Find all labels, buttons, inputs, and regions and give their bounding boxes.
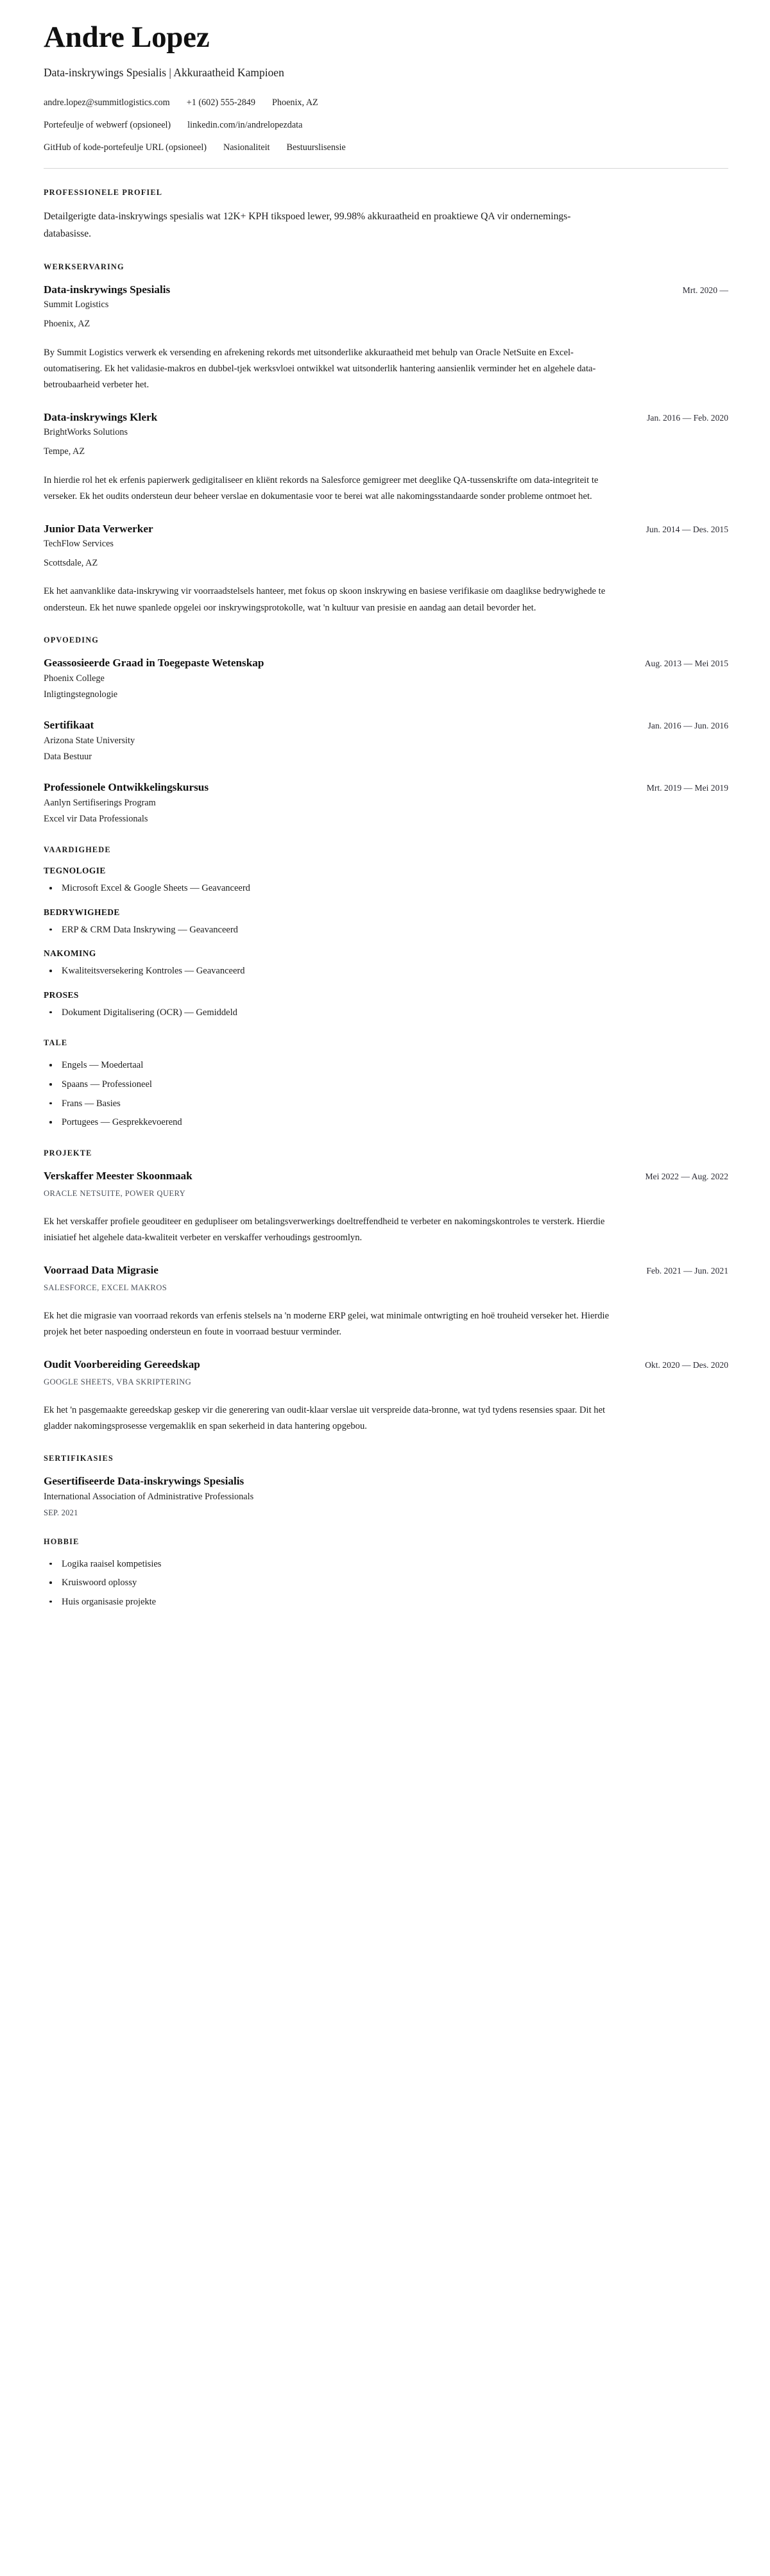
project-description: Ek het 'n pasgemaakte gereedskap geskep vir die generering van oudit-klaar verslae uit verspreide data-bronne, wat tyd tydens resensies spaar. Dit het gladder nakomingsprosesse vergemaklik en span sekerheid in data hantering opgebou. bbox=[44, 1404, 606, 1432]
header-divider bbox=[44, 168, 728, 169]
education-degree: Professionele Ontwikkelingskursus bbox=[44, 781, 209, 794]
contact-row-extra bbox=[44, 142, 728, 154]
skill-list bbox=[44, 1006, 728, 1020]
skill-item: Dokument Digitalisering (OCR) — Gemiddeld bbox=[44, 1006, 728, 1020]
experience-date-range: Jan. 2016 — Feb. 2020 bbox=[647, 412, 728, 423]
education-date-range: Mrt. 2019 — Mei 2019 bbox=[646, 783, 728, 793]
certification-title: Gesertifiseerde Data-inskrywings Spesialis bbox=[44, 1475, 244, 1488]
project-description: Ek het die migrasie van voorraad rekords van erfenis stelsels na 'n moderne ERP gelei, wat minimale ontwrigting en hoë trouheid verseker het. Hierdie projek het beter naspoeding ondersteun en foute in voorraad bestuur verminder. bbox=[44, 1310, 610, 1338]
section-title-education: OPVOEDING bbox=[44, 636, 99, 645]
education-field: Excel vir Data Professionals bbox=[44, 814, 148, 825]
skill-category-label: TEGNOLOGIE bbox=[44, 866, 106, 876]
experience-entry-head bbox=[44, 410, 728, 425]
section-title-hobbies: HOBBIE bbox=[44, 1536, 80, 1546]
education-entry bbox=[44, 656, 728, 702]
project-tech-stack: GOOGLE SHEETS, VBA SKRIPTERING bbox=[44, 1377, 192, 1386]
project-title: Oudit Voorbereiding Gereedskap bbox=[44, 1358, 200, 1370]
education-institution: Phoenix College bbox=[44, 673, 105, 684]
contact-linkedin[interactable]: linkedin.com/in/andrelopezdata bbox=[187, 119, 303, 130]
experience-company: TechFlow Services bbox=[44, 539, 114, 550]
education-entry bbox=[44, 780, 728, 826]
experience-date-range: Jun. 2014 — Des. 2015 bbox=[646, 524, 728, 534]
education-entry-head bbox=[44, 656, 728, 670]
skill-group bbox=[44, 907, 728, 937]
section-languages bbox=[44, 1038, 728, 1129]
language-item: Engels — Moedertaal bbox=[44, 1059, 728, 1072]
hobby-list bbox=[44, 1558, 728, 1609]
education-degree: Sertifikaat bbox=[44, 719, 94, 732]
project-entry bbox=[44, 1263, 728, 1341]
hobby-item: Huis organisasie projekte bbox=[44, 1595, 728, 1609]
section-title-skills: VAARDIGHEDE bbox=[44, 845, 111, 855]
skill-category-label: PROSES bbox=[44, 989, 79, 1000]
language-item: Portugees — Gesprekkevoerend bbox=[44, 1116, 728, 1129]
project-tech-stack: ORACLE NETSUITE, POWER QUERY bbox=[44, 1189, 186, 1199]
education-field: Inligtingstegnologie bbox=[44, 689, 118, 700]
contact-row-links bbox=[44, 119, 728, 131]
experience-job-title: Data-inskrywings Spesialis bbox=[44, 283, 171, 296]
skill-item: Microsoft Excel & Google Sheets — Geavanceerd bbox=[44, 882, 728, 895]
experience-date-range: Mrt. 2020 — bbox=[682, 285, 728, 295]
skill-list bbox=[44, 964, 728, 978]
contact-location: Phoenix, AZ bbox=[272, 97, 318, 108]
project-entry-head bbox=[44, 1263, 728, 1277]
section-title-certifications: SERTIFIKASIES bbox=[44, 1454, 114, 1463]
section-title-summary: PROFESSIONELE PROFIEL bbox=[44, 188, 163, 198]
skill-list bbox=[44, 923, 728, 937]
experience-description: By Summit Logistics verwerk ek versending en afrekening rekords met uitsonderlike akkuraatheid met behulp van Oracle NetSuite en Excel-outomatisering. Ek het validasie-makros en dubbel-tjek werksvloei ontwikkel wat uitsonderlik hantering aansienlik verminder het en algehele data-betroubaarheid verbeter het. bbox=[44, 347, 596, 391]
project-entry bbox=[44, 1169, 728, 1247]
certification-date: SEP. 2021 bbox=[44, 1508, 78, 1517]
experience-entry bbox=[44, 283, 728, 394]
skill-category-label: BEDRYWIGHEDE bbox=[44, 907, 120, 917]
contact-driving-license: Bestuurslisensie bbox=[286, 142, 346, 153]
experience-entry bbox=[44, 522, 728, 617]
contact-phone[interactable]: +1 (602) 555-2849 bbox=[186, 97, 255, 108]
project-title: Voorraad Data Migrasie bbox=[44, 1263, 158, 1276]
experience-entry-head bbox=[44, 522, 728, 536]
experience-description: In hierdie rol het ek erfenis papierwerk gedigitaliseer en kliënt rekords na Salesforce gemigreer met deeglike QA-tussenskrifte om data-integriteit te verseker. Ek het oudits ondersteun deur beheer verslae en dokumentasie voor te berei wat alle nakomingsstandaarde sonder probleme ontmoet het. bbox=[44, 475, 599, 502]
education-field: Data Bestuur bbox=[44, 752, 92, 762]
experience-description: Ek het aanvanklike data-inskrywing vir voorraadstelsels hanteer, met fokus op skoon inskrywing en basiese verifikasie om daaglikse bedrywighede te ondersteun. Ek het nuwe spanlede opgelei oor inskrywingsprotokolle, wat 'n kultuur van presisie en aandag aan detail bevorder het. bbox=[44, 586, 606, 613]
section-projects bbox=[44, 1149, 728, 1435]
contact-github[interactable]: GitHub of kode-portefeulje URL (opsioneel) bbox=[44, 142, 207, 153]
experience-entry bbox=[44, 410, 728, 505]
section-hobbies bbox=[44, 1537, 728, 1609]
experience-location: Phoenix, AZ bbox=[44, 318, 90, 329]
skill-group bbox=[44, 866, 728, 895]
project-entry-head bbox=[44, 1169, 728, 1183]
experience-company: Summit Logistics bbox=[44, 299, 109, 310]
skill-list bbox=[44, 882, 728, 895]
candidate-headline: Data-inskrywings Spesialis | Akkuraatheid Kampioen bbox=[44, 65, 284, 79]
contact-row-primary bbox=[44, 97, 728, 109]
skill-group bbox=[44, 948, 728, 978]
language-list bbox=[44, 1059, 728, 1129]
experience-job-title: Data-inskrywings Klerk bbox=[44, 410, 158, 423]
section-experience bbox=[44, 262, 728, 617]
education-institution: Aanlyn Sertifiserings Program bbox=[44, 797, 156, 808]
section-skills bbox=[44, 845, 728, 1019]
project-entry bbox=[44, 1358, 728, 1435]
resume-header bbox=[44, 22, 728, 169]
experience-location: Scottsdale, AZ bbox=[44, 557, 98, 568]
experience-entry-head bbox=[44, 283, 728, 297]
education-date-range: Jan. 2016 — Jun. 2016 bbox=[647, 721, 728, 731]
project-description: Ek het verskaffer profiele geouditeer en gedupliseer om betalingsverwerkings doeltreffendheid te verbeter en nakomingskontroles te versterk. Hierdie inisiatief het algehele data-kwaliteit verbeter en verskaffer verhoudings gestroomlyn. bbox=[44, 1216, 605, 1243]
section-education bbox=[44, 636, 728, 826]
certification-entry bbox=[44, 1474, 728, 1517]
project-tech-stack: SALESFORCE, EXCEL MAKROS bbox=[44, 1283, 167, 1293]
experience-location: Tempe, AZ bbox=[44, 446, 85, 457]
language-item: Spaans — Professioneel bbox=[44, 1078, 728, 1091]
project-title: Verskaffer Meester Skoonmaak bbox=[44, 1169, 193, 1182]
section-title-experience: WERKSERVARING bbox=[44, 262, 124, 271]
section-summary bbox=[44, 188, 728, 243]
section-title-projects: PROJEKTE bbox=[44, 1148, 92, 1158]
skill-item: Kwaliteitsversekering Kontroles — Geavanceerd bbox=[44, 964, 728, 978]
project-date-range: Feb. 2021 — Jun. 2021 bbox=[646, 1265, 728, 1275]
contact-email[interactable]: andre.lopez@summitlogistics.com bbox=[44, 97, 170, 108]
summary-text: Detailgerigte data-inskrywings spesialis wat 12K+ KPH tikspoed lewer, 99.98% akkuraatheid en proaktiewe QA vir ondernemings-databasisse. bbox=[44, 211, 571, 239]
project-date-range: Okt. 2020 — Des. 2020 bbox=[645, 1360, 728, 1370]
project-entry-head bbox=[44, 1358, 728, 1372]
skill-group bbox=[44, 990, 728, 1020]
contact-portfolio[interactable]: Portefeulje of webwerf (opsioneel) bbox=[44, 119, 171, 130]
experience-job-title: Junior Data Verwerker bbox=[44, 522, 153, 535]
language-item: Frans — Basies bbox=[44, 1097, 728, 1111]
education-date-range: Aug. 2013 — Mei 2015 bbox=[644, 659, 728, 669]
skill-item: ERP & CRM Data Inskrywing — Geavanceerd bbox=[44, 923, 728, 937]
candidate-name: Andre Lopez bbox=[44, 21, 210, 54]
hobby-item: Kruiswoord oplossy bbox=[44, 1576, 728, 1590]
section-title-languages: TALE bbox=[44, 1038, 68, 1048]
education-institution: Arizona State University bbox=[44, 735, 135, 746]
section-certifications bbox=[44, 1454, 728, 1517]
hobby-item: Logika raaisel kompetisies bbox=[44, 1558, 728, 1571]
education-degree: Geassosieerde Graad in Toegepaste Wetenskap bbox=[44, 657, 264, 669]
certification-issuer: International Association of Administrative Professionals bbox=[44, 1491, 254, 1502]
contact-nationality: Nasionaliteit bbox=[223, 142, 270, 153]
experience-company: BrightWorks Solutions bbox=[44, 427, 128, 438]
education-entry-head bbox=[44, 780, 728, 795]
project-date-range: Mei 2022 — Aug. 2022 bbox=[645, 1171, 728, 1181]
education-entry-head bbox=[44, 718, 728, 732]
skill-category-label: NAKOMING bbox=[44, 948, 96, 959]
education-entry bbox=[44, 718, 728, 764]
